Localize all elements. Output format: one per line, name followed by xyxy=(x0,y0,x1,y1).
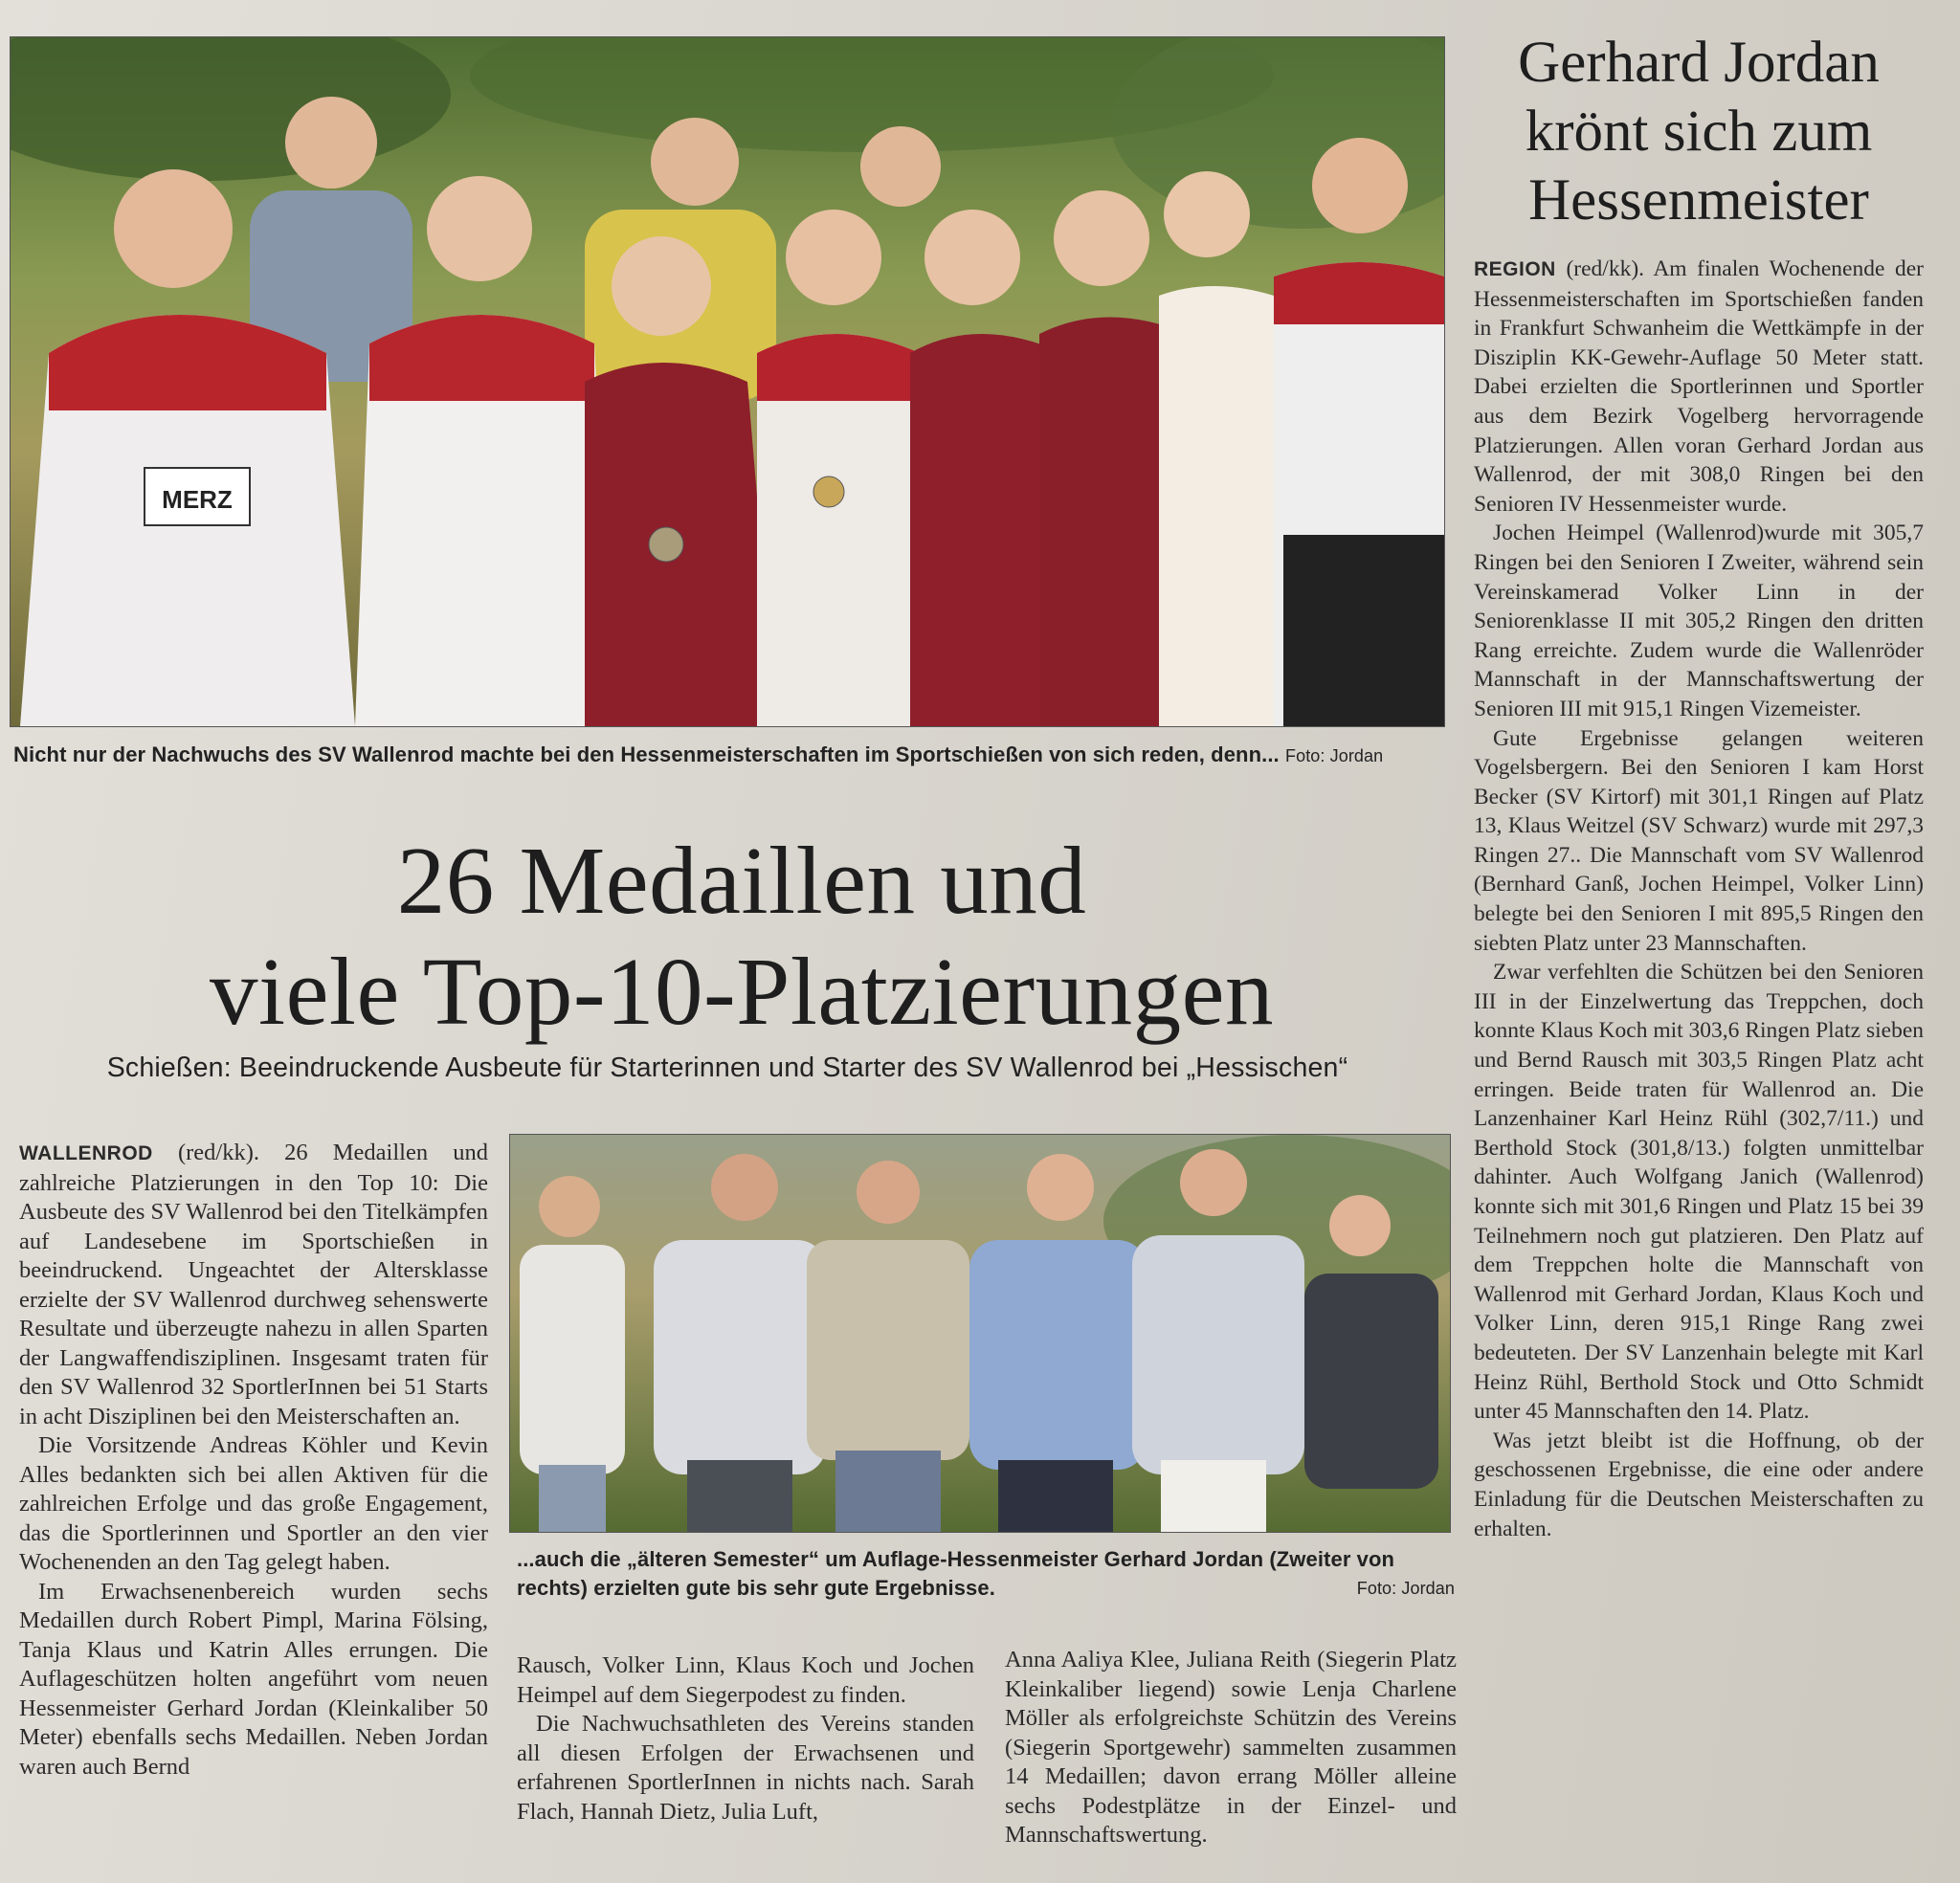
main-headline-line2: viele Top-10-Platzierungen xyxy=(210,938,1274,1045)
top-photo-caption-text: Nicht nur der Nachwuchs des SV Wallenrod machte bei den Hessenmeisterschaften im Sportschießen von sich reden, denn... xyxy=(13,742,1280,766)
top-photo-youth-team xyxy=(10,36,1445,727)
main-headline-line1: 26 Medaillen und xyxy=(396,827,1087,934)
side-article-paragraph: Jochen Heimpel (Wallenrod)wurde mit 305,7 Ringen bei den Senioren I Zweiter, während sein Vereinskamerad Volker Linn in der Seniorenklasse II mit 305,2 Ringen den dritten Rang erreichte. Zudem wurde die Wallenröder Mannschaft in der Mannschaftswertung der Senioren III mit 915,1 Ringen Vizemeister. xyxy=(1474,521,1924,721)
main-article-paragraph: Im Erwachsenenbereich wurden sechs Medaillen durch Robert Pimpl, Marina Fölsing, Tanja Klaus und Katrin Alles errungen. Die Auflageschützen holten angeführt vom neuen Hessenmeister Gerhard Jordan (Kleinkaliber 50 Meter) ebenfalls sechs Medaillen. Neben Jordan waren auch Bernd xyxy=(19,1578,488,1780)
main-headline xyxy=(115,825,1369,1047)
main-article-paragraph: Rausch, Volker Linn, Klaus Koch und Jochen Heimpel auf dem Siegerpodest zu finden. xyxy=(517,1652,974,1708)
main-article-column-1 xyxy=(19,1139,488,1782)
side-article-headline-line3: Hessenmeister xyxy=(1528,168,1869,233)
main-article-paragraph: Anna Aaliya Klee, Juliana Reith (Siegerin Platz Kleinkaliber liegend) sowie Lenja Charlene Möller als erfolgreichste Schützin des Vereins (Siegerin Sportgewehr) sammelten zusammen 14 Medaillen; davon errang Möller alleine sechs Podestplätze in der Einzel- und Mannschaftswertung. xyxy=(1005,1647,1457,1848)
side-article-paragraph xyxy=(1474,255,1924,519)
main-article-paragraph-text: (red/kk). 26 Medaillen und zahlreiche Platzierungen in den Top 10: Die Ausbeute des SV Wallenrod bei den Titelkämpfen auf Landesebene im Sportschießen in beeindruckend. Ungeachtet der Altersklasse erzielte der SV Wallenrod durchweg sehenswerte Resultate und überzeugte nahezu in allen Sparten der Langwaffendisziplinen. Insgesamt traten für den SV Wallenrod 32 SportlerInnen bei 51 Starts in acht Disziplinen bei den Meisterschaften an. xyxy=(19,1140,488,1429)
side-article-paragraph: Was jetzt bleibt ist die Hoffnung, ob der geschossenen Ergebnisse, die eine oder andere Einladung für die Deutschen Meisterschaften zu erhalten. xyxy=(1474,1428,1924,1541)
side-article-paragraph: Zwar verfehlten die Schützen bei den Senioren III in der Einzelwertung das Treppchen, doch konnte Klaus Koch mit 303,6 Ringen Platz sieben und Bernd Rausch mit 303,5 Ringen Platz acht erringen. Beide traten für Wallenrod an. Die Lanzenhainer Karl Heinz Rühl (302,7/11.) und Berthold Stock (301,8/13.) folgten unmittelbar dahinter. Auch Wolfgang Janich (Wallenrod) konnte sich mit 301,6 Ringen und Platz 15 bei 39 Teilnehmern noch gut platzieren. Den Platz auf dem Treppchen holte die Mannschaft von Wallenrod mit Gerhard Jordan, Klaus Koch und Volker Linn, deren 915,1 Ringe Rang zwei bedeuteten. Der SV Lanzenhain belegte mit Karl Heinz Rühl, Berthold Stock und Otto Schmidt unter 45 Mannschaften den 14. Platz. xyxy=(1474,960,1924,1425)
side-article-headline-line2: krönt sich zum xyxy=(1525,100,1873,164)
jacket-logo-text: MERZ xyxy=(162,485,233,514)
bottom-photo-senior-team xyxy=(509,1134,1451,1533)
side-article-paragraph-text: (red/kk). Am finalen Wochenende der Hessenmeisterschaften im Sportschießen fanden in Frankfurt Schwanheim die Wettkämpfe in der Disziplin KK-Gewehr-Auflage 50 Meter statt. Dabei erzielten die Sportlerinnen und Sportler aus dem Bezirk Vogelberg hervorragende Platzierungen. Allen voran Gerhard Jordan aus Wallenrod, der mit 308,0 Ringen bei den Senioren IV Hessenmeister wurde. xyxy=(1474,256,1924,517)
main-article-paragraph: Die Nachwuchsathleten des Vereins standen all diesen Erfolgen der Erwachsenen und erfahrenen SportlerInnen in nichts nach. Sarah Flach, Hannah Dietz, Julia Luft, xyxy=(517,1711,974,1825)
bottom-photo-credit: Foto: Jordan xyxy=(1356,1579,1455,1598)
main-article-paragraph xyxy=(19,1139,488,1431)
side-article-body xyxy=(1474,255,1924,1543)
top-photo-caption xyxy=(13,741,1449,770)
side-article-dateline: REGION xyxy=(1474,258,1556,280)
main-article-column-3 xyxy=(1005,1646,1457,1850)
main-article-dateline: WALLENROD xyxy=(19,1142,153,1164)
top-photo-credit: Foto: Jordan xyxy=(1284,746,1384,765)
bottom-photo-caption xyxy=(517,1545,1455,1603)
main-article-column-2 xyxy=(517,1651,974,1827)
main-subheadline: Schießen: Beeindruckende Ausbeute für Starterinnen und Starter des SV Wallenrod bei „Hessischen“ xyxy=(106,1052,1348,1083)
side-article-headline-line1: Gerhard Jordan xyxy=(1518,31,1880,95)
side-article-paragraph: Gute Ergebnisse gelangen weiteren Vogelsbergern. Bei den Senioren I kam Horst Becker (SV Kirtorf) mit 301,1 Ringen auf Platz 13, Klaus Weitzel (SV Schwarz) wurde mit 297,3 Ringen 27.. Die Mannschaft vom SV Wallenrod (Bernhard Ganß, Jochen Heimpel, Volker Linn) belegte bei den Senioren I mit 895,5 Ringen den siebten Platz unter 23 Mannschaften. xyxy=(1474,725,1924,956)
main-article-paragraph: Die Vorsitzende Andreas Köhler und Kevin Alles bedankten sich bei allen Aktiven für die zahlreichen Erfolge und das große Engagement, das die Sportlerinnen und Sportler an den vier Wochenenden an den Tag gelegt haben. xyxy=(19,1432,488,1575)
bottom-photo-caption-text: ...auch die „älteren Semester“ um Auflage-Hessenmeister Gerhard Jordan (Zweiter von rechts) erzielten gute bis sehr gute Ergebnisse. xyxy=(517,1547,1395,1600)
side-article-headline xyxy=(1455,29,1943,235)
